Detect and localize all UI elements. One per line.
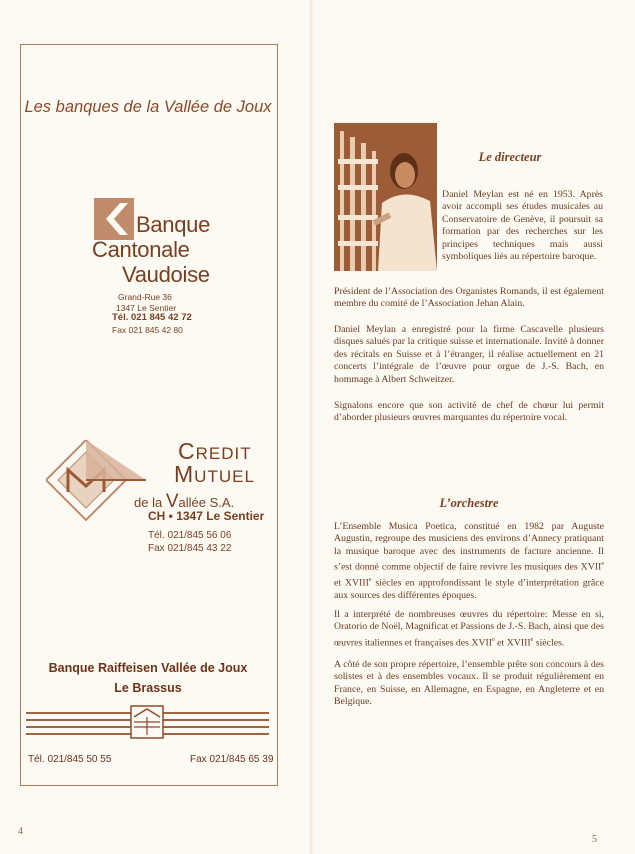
director-paragraph-2: Président de l’Association des Organistes Romands, il est également membre du comité de l’Association Jehan Alain.	[334, 286, 604, 310]
credit-mutuel-contacts	[148, 530, 231, 555]
credit-mutuel-phone: Tél. 021/845 56 06	[148, 530, 232, 541]
bcv-logo-icon	[94, 198, 134, 240]
bcv-phone: Tél. 021 845 42 72	[112, 312, 192, 323]
orchestra-p1-sup-1: e	[601, 561, 604, 568]
orchestra-p2-part-a: Il a interprété de nombreuses œuvres du répertoire: Messe en si, Oratorio de Noël, Magnificat et Passions de J.-S. Bach, ainsi que des œuvres italiennes et françaises des XVII	[334, 609, 604, 649]
cm-line1-rest: REDIT	[195, 444, 252, 463]
orchestra-p1-part-a: L’Ensemble Musica Poetica, constitué en 1982 par Auguste Augustin, regroupe des musiciens des environs d’Annecy pratiquant la musique baroque avec des instruments de facture ancienne. Il s’est donné comme objectif de faire revivre les musiques des XVII	[334, 521, 604, 573]
orchestra-paragraph-2	[334, 609, 604, 649]
director-paragraph-3: Daniel Meylan a enregistré pour la firme Cascavelle plusieurs disques salués par la critique suisse et internationale. Invité à donner des récitals en Suisse et à l’étranger, il réalise actuellement en 21 concerts l’intégrale de l’œuvre pour orgue de J.-S. Bach, en hommage à Albert Schweitzer.	[334, 324, 604, 385]
raiffeisen-name: Banque Raiffeisen Vallée de Joux	[48, 661, 248, 675]
cm-line2-rest: UTUEL	[194, 467, 255, 486]
page-number-right: 5	[592, 834, 597, 845]
director-photo	[334, 123, 437, 271]
orchestra-p2-part-c: siècles.	[533, 637, 565, 649]
organ-pipes-image-icon	[334, 123, 437, 271]
bcv-address	[118, 292, 176, 313]
bcv-address-street: Grand-Rue 36	[118, 292, 172, 302]
orchestra-p1-sup-2: e	[368, 576, 372, 583]
raiffeisen-logo-icon	[130, 705, 164, 739]
director-paragraph-4: Signalons encore que son activité de chef de chœur lui permit d’aborder plusieurs œuvres marquantes du répertoire vocal.	[334, 400, 604, 424]
bcv-name-line2: Cantonale	[92, 237, 190, 262]
raiffeisen-location: Le Brassus	[114, 681, 182, 695]
orchestra-paragraph-3: A côté de son propre répertoire, l’ensemble prête son concours à des solistes et à des ensembles vocaux. Il se produit régulièrement en France, en Suisse, en Allemagne, en Espagne, en Angleterre et en Belgique.	[334, 659, 604, 708]
orchestra-p1-part-c: siècles en approfondissant le style d’interprétation grâce aux sources des différentes époques.	[334, 577, 604, 601]
orchestra-heading: L’orchestre	[439, 496, 499, 510]
orchestra-p2-sup-2: e	[530, 636, 534, 643]
credit-mutuel-location: CH • 1347 Le Sentier	[148, 509, 265, 523]
credit-mutuel-logo-icon	[46, 440, 146, 524]
raiffeisen-fax: Fax 021/845 65 39	[190, 754, 274, 765]
cm-line1-initial: C	[178, 438, 196, 464]
raiffeisen-phone: Tél. 021/845 50 55	[28, 754, 112, 765]
orchestra-p2-part-b: et XVIII	[494, 637, 531, 649]
ads-title: Les banques de la Vallée de Joux	[24, 98, 272, 116]
bcv-fax: Fax 021 845 42 80	[112, 325, 183, 335]
cm-line3-prefix: de la	[134, 495, 163, 510]
credit-mutuel-name-line2	[174, 461, 255, 488]
orchestra-p2-sup-1: e	[492, 636, 495, 643]
bcv-address-city: 1347 Le Sentier	[116, 302, 177, 313]
orchestra-paragraph-1	[334, 521, 604, 602]
cm-line3-initial: V	[165, 491, 179, 512]
bcv-name	[92, 212, 211, 287]
cm-line2-initial: M	[174, 461, 195, 487]
credit-mutuel-fax: Fax 021/845 43 22	[148, 542, 232, 554]
cm-line3-rest: allée S.A.	[178, 495, 235, 510]
director-paragraph-1: Daniel Meylan est né en 1953. Après avoir accompli ses études musicales au Conservatoire de Genève, il poursuit sa formation par des recherches sur les principes techniques mais aussi symboliques liés au répertoire baroque.	[442, 189, 603, 263]
page-gutter	[310, 0, 314, 854]
orchestra-p1-part-b: et XVIII	[334, 577, 369, 589]
bcv-name-line1: Banque	[136, 212, 211, 237]
bcv-name-line3: Vaudoise	[122, 262, 210, 287]
director-heading: Le directeur	[478, 150, 542, 164]
page-number-left: 4	[18, 826, 23, 837]
